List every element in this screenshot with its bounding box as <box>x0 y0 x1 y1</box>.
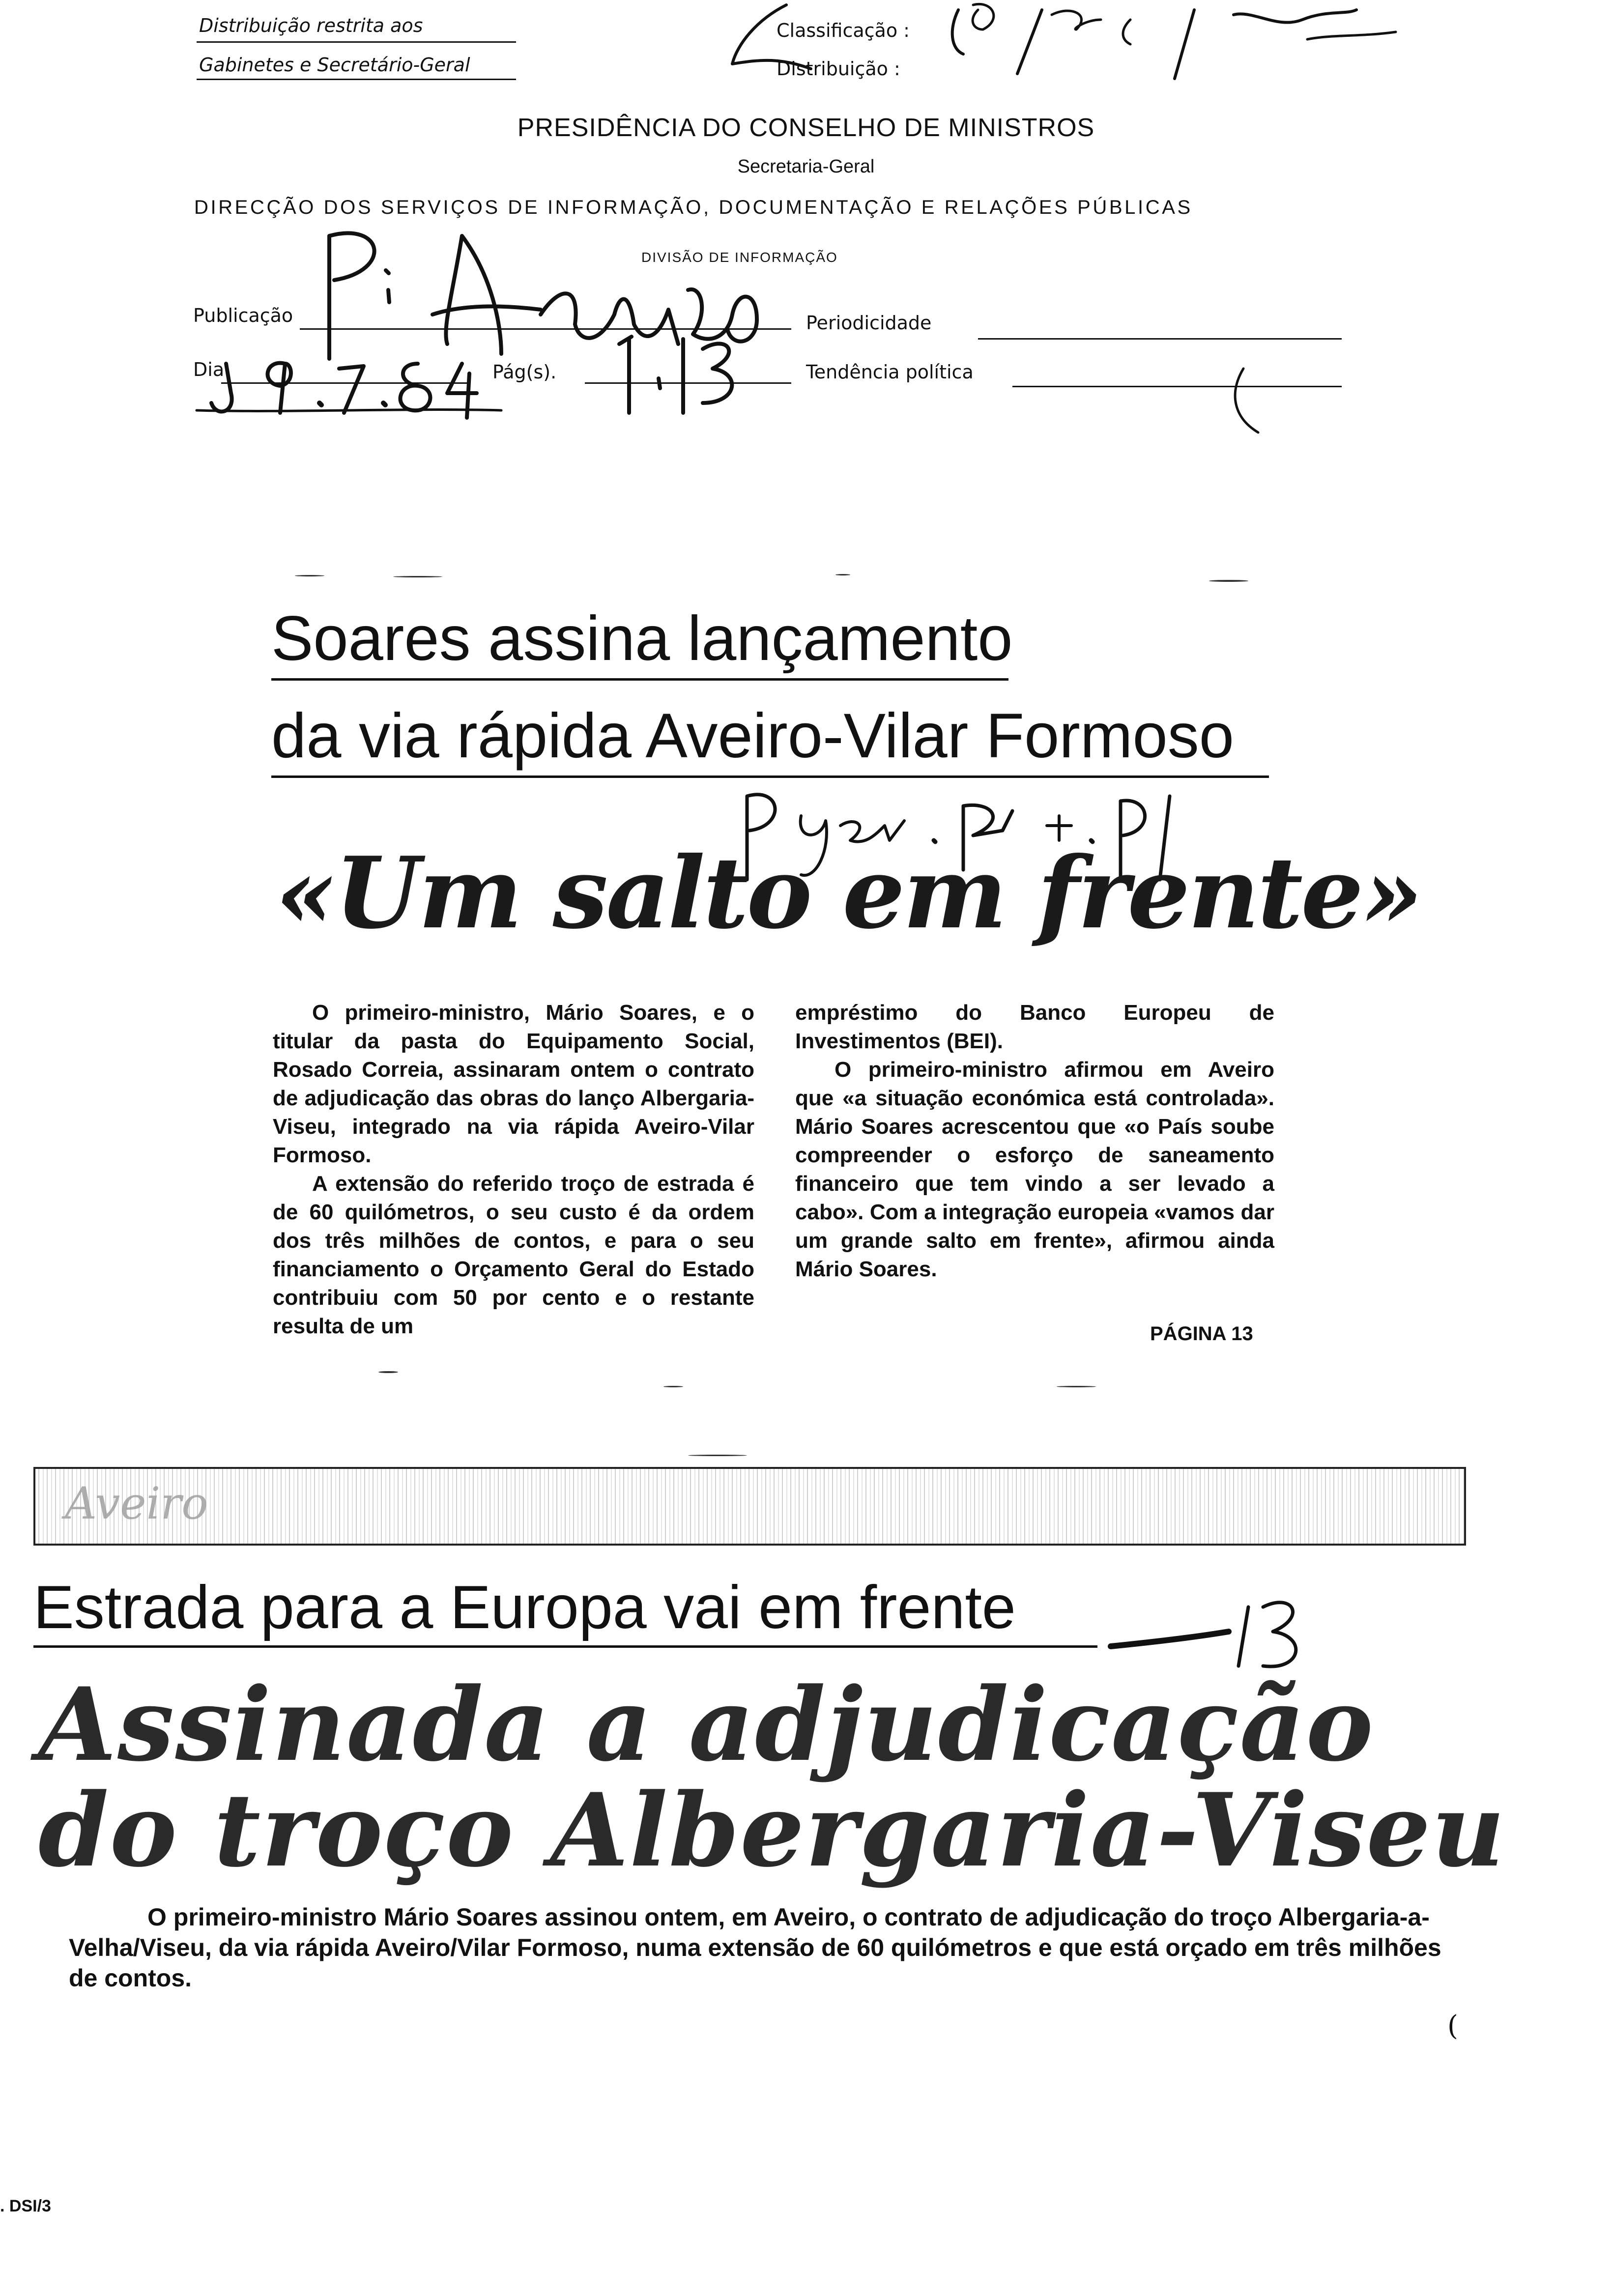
restricted-underline-2 <box>197 79 516 80</box>
form-code: . DSI/3 <box>0 2197 51 2215</box>
classification-label: Classificação : <box>777 20 910 41</box>
scan-noise-strip-2 <box>98 1356 1347 1455</box>
article1-col2-paragraph1: empréstimo do Banco Europeu de Investimentos (BEI). <box>795 1001 1274 1053</box>
political-label: Tendência política <box>806 361 974 383</box>
division-label: DIVISÃO DE INFORMAÇÃO <box>641 250 838 265</box>
pages-label: Pág(s). <box>492 361 557 383</box>
periodicity-label: Periodicidade <box>806 312 932 334</box>
article1-col1-paragraph1: O primeiro-ministro, Mário Soares, e o titular da pasta do Equipamento Social, Rosado Correia, assinaram ontem o contrato de adjudicação das obras do lanço Albergaria-Viseu, integrado na via rápida Aveiro-Vilar Formoso. <box>273 1001 754 1167</box>
stray-mark: ( <box>1447 2010 1458 2042</box>
article1-col1-paragraph2: A extensão do referido troço de estrada é de 60 quilómetros, o seu custo é da ordem dos três milhões de contos, e para o seu financiamento o Orçamento Geral do Estado contribuiu com 50 por cento e o restante resulta de um <box>273 1172 754 1338</box>
restricted-line-1: Distribuição restrita aos <box>199 15 423 36</box>
org-subtitle: Secretaria-Geral <box>737 156 875 177</box>
handwritten-classification-marks <box>698 0 1612 98</box>
distribution-label: Distribuição : <box>777 58 900 80</box>
restricted-line-2: Gabinetes e Secretário-Geral <box>199 54 470 76</box>
article1-page-reference: PÁGINA 13 <box>1150 1323 1253 1345</box>
article2-lead: O primeiro-ministro Mário Soares assinou ontem, em Aveiro, o contrato de adjudicação do troço Albergaria-a-Velha/Viseu, da via rápida Aveiro/Vilar Formoso, numa extensão de 60 quilómetros e que está orçado em três milhões de contos. <box>69 1903 1441 1992</box>
restricted-underline-1 <box>197 41 516 43</box>
article2-banner <box>33 1467 1466 1546</box>
article2-headline-line2: do troço Albergaria-Viseu <box>38 1772 1506 1890</box>
article1-headline-line1: Soares assina lançamento <box>271 603 1013 674</box>
article2-kicker: Estrada para a Europa vai em frente <box>33 1574 1016 1641</box>
article1-column-2 <box>795 999 1274 1284</box>
article2-kicker-underline <box>33 1645 1097 1648</box>
org-title: PRESIDÊNCIA DO CONSELHO DE MINISTROS <box>517 114 1095 142</box>
article1-headline-underline2 <box>271 775 1269 778</box>
article2-headline-line1: Assinada a adjudicação <box>38 1666 1375 1784</box>
scan-noise-strip <box>98 570 1347 585</box>
publication-label: Publicação <box>193 305 293 326</box>
article1-column-1 <box>273 999 754 1341</box>
article1-subheadline: «Um salto em frente» <box>275 835 1421 951</box>
article1-headline-underline1 <box>271 678 1008 681</box>
day-label: Dia <box>193 359 225 380</box>
article1-headline-line2: da via rápida Aveiro-Vilar Formoso <box>271 701 1234 771</box>
article2-banner-text: Aveiro <box>65 1478 208 1529</box>
directorate-line: DIRECÇÃO DOS SERVIÇOS DE INFORMAÇÃO, DOCUMENTAÇÃO E RELAÇÕES PÚBLICAS <box>194 197 1193 218</box>
article1-col2-paragraph2: O primeiro-ministro afirmou em Aveiro que «a situação económica está controlada». Mário Soares acrescentou que «o País soube compreender o esforço de saneamento financeiro que tem vindo a ser levado a cabo». Com a integração europeia «vamos dar um grande salto em frente», afirmou ainda Mário Soares. <box>795 1058 1274 1281</box>
handwritten-form-values <box>187 216 1376 442</box>
